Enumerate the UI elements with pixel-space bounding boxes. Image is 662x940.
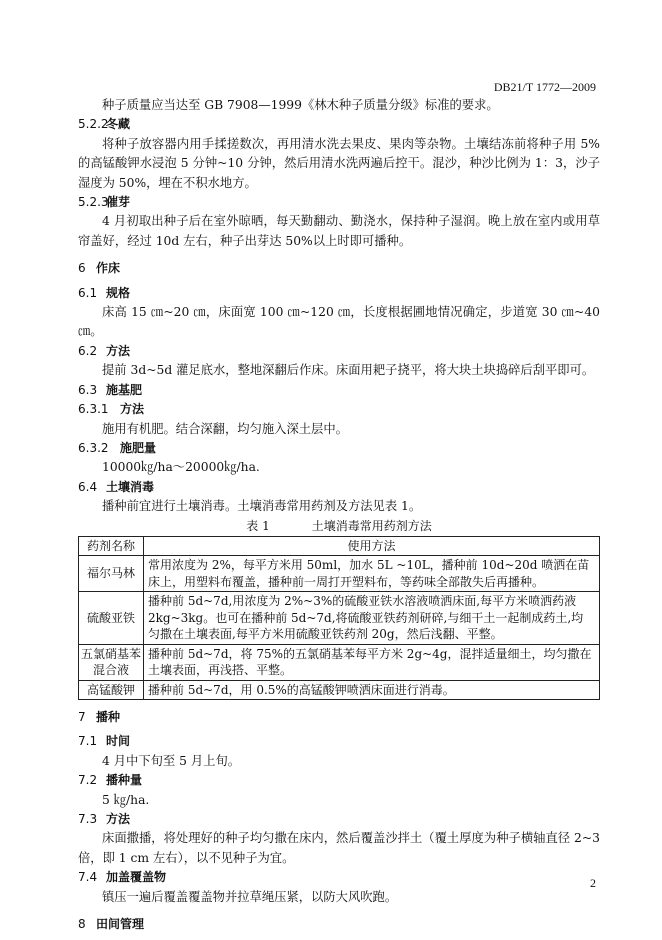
table-row [79, 556, 600, 592]
section-heading [78, 381, 600, 400]
section-heading [78, 284, 600, 303]
paragraph: 种子质量应当达至 GB 7908—1999《林木种子质量分级》标准的要求。 [102, 98, 499, 112]
section-number: 7.1 [78, 734, 98, 749]
paragraph: 提前 3d~5d 灌足底水，整地深翻后作床。床面用耙子挠平，将大块土块捣碎后刮平即可。 [102, 363, 595, 378]
section-number: 6.3.2 [78, 440, 109, 455]
section-title: 土壤消毒 [106, 479, 155, 494]
document-body [78, 96, 600, 940]
paragraph: 镇压一遍后覆盖覆盖物并拉草绳压紧，以防大风吹跑。 [102, 889, 398, 904]
disinfection-table [78, 536, 600, 701]
table-caption-label: 表 1 [246, 518, 270, 533]
page-number: 2 [590, 876, 596, 890]
section-title: 播种量 [106, 773, 143, 788]
section-number: 6.3 [78, 382, 98, 397]
header-agent-name: 药剂名称 [79, 536, 144, 556]
section-heading [78, 478, 600, 497]
section-number: 7.4 [78, 870, 98, 885]
usage-method-cell: 常用浓度为 2%，每平方米用 50ml，加水 5L ~10L，播种前 10d~20d 喷洒在苗床上，用塑料布覆盖，播种前一周打开塑料布，等药味全部散失后再播种。 [144, 556, 600, 592]
section-number: 6.3.1 [78, 402, 109, 417]
section-heading [78, 810, 600, 829]
section-title: 规格 [106, 285, 131, 300]
section-heading [78, 115, 600, 134]
section-title: 施肥量 [120, 440, 157, 455]
section-title: 施基肥 [106, 382, 143, 397]
section-title: 作床 [96, 261, 121, 276]
paragraph: 5 ㎏/ha. [102, 792, 150, 807]
section-number: 5.2.3 [78, 195, 109, 210]
section-title: 田间管理 [96, 917, 145, 932]
table-caption [78, 517, 600, 535]
section-number: 8 [78, 917, 86, 932]
usage-method-cell: 播种前 5d~7d,用浓度为 2%~3%的硫酸亚铁水溶液喷洒床面,每平方米喷洒药液 2kg~3kg。也可在播种前 5d~7d,将硫酸亚铁药剂研碎,与细干土一起制成药土,均匀撒在土壤表面,每平方米用硫酸亚铁药剂 20g，然后浅翻、平整。 [144, 592, 600, 645]
agent-name-cell: 福尔马林 [79, 556, 144, 592]
agent-name-cell: 高锰酸钾 [79, 680, 144, 700]
section-title: 加盖覆盖物 [106, 870, 167, 885]
table-row [79, 644, 600, 680]
section-title: 方法 [120, 402, 145, 417]
chapter-heading [78, 259, 600, 278]
section-title: 冬藏 [106, 117, 131, 132]
paragraph: 播种前宜进行土壤消毒。土壤消毒常用药剂及方法见表 1。 [102, 499, 422, 514]
paragraph: 4 月中下旬至 5 月上旬。 [102, 753, 241, 768]
paragraph: 床高 15 ㎝~20 ㎝，床面宽 100 ㎝~120 ㎝，长度根据圃地情况确定，步道宽 30 ㎝~40 ㎝。 [78, 305, 600, 339]
section-title: 播种 [96, 710, 121, 725]
table-header-row [79, 536, 600, 556]
section-title: 方法 [106, 343, 131, 358]
paragraph: 10000㎏/ha～20000㎏/ha. [102, 460, 260, 475]
usage-method-cell: 播种前 5d~7d，将 75%的五氯硝基苯每平方米 2g~4g，混拌适量细土，均匀撒在土壤表面，再浅搭、平整。 [144, 644, 600, 680]
agent-name-cell: 硫酸亚铁 [79, 592, 144, 645]
table-row [79, 680, 600, 700]
section-heading [78, 732, 600, 751]
paragraph: 床面撒播，将处理好的种子均匀撒在床内，然后覆盖沙拌土（覆土厚度为种子横轴直径 2~3 倍，即 1 cm 左右），以不见种子为宜。 [78, 831, 600, 865]
paragraph: 将种子放容器内用手揉搓数次，再用清水洗去果皮、果肉等杂物。土壤结冻前将种子用 5%的高锰酸钾水浸泡 5 分钟~10 分钟，然后用清水洗两遍后控干。混沙，种沙比例为 1：3，沙子湿度为 50%，埋在不积水地方。 [78, 136, 600, 190]
section-heading [78, 439, 600, 458]
section-number: 7.3 [78, 812, 98, 827]
section-heading [78, 400, 600, 419]
agent-name-cell: 五氯硝基苯混合液 [79, 644, 144, 680]
table-row [79, 592, 600, 645]
paragraph: 施用有机肥。结合深翻，均匀施入深土层中。 [102, 421, 348, 436]
chapter-heading [78, 708, 600, 727]
document-id: DB21/T 1772—2009 [493, 80, 596, 94]
section-number: 5.2.2 [78, 117, 109, 132]
section-number: 7.2 [78, 773, 98, 788]
section-heading [78, 771, 600, 790]
section-number: 6.1 [78, 285, 98, 300]
section-heading [78, 193, 600, 212]
section-title: 时间 [106, 734, 131, 749]
paragraph: 4 月初取出种子后在室外晾晒，每天勤翻动、勤浇水，保持种子湿润。晚上放在室内或用草帘盖好，经过 10d 左右，种子出芽达 50%以上时即可播种。 [78, 214, 600, 248]
section-title: 催芽 [106, 195, 131, 210]
section-number: 6.2 [78, 343, 98, 358]
table-caption-title: 土壤消毒常用药剂方法 [311, 518, 432, 533]
chapter-heading [78, 915, 600, 934]
section-number: 7 [78, 710, 86, 725]
section-title: 方法 [106, 812, 131, 827]
section-heading [78, 868, 600, 887]
usage-method-cell: 播种前 5d~7d，用 0.5%的高锰酸钾喷洒床面进行消毒。 [144, 680, 600, 700]
section-number: 6 [78, 261, 86, 276]
section-heading [78, 342, 600, 361]
header-usage-method: 使用方法 [144, 536, 600, 556]
section-number: 6.4 [78, 479, 98, 494]
